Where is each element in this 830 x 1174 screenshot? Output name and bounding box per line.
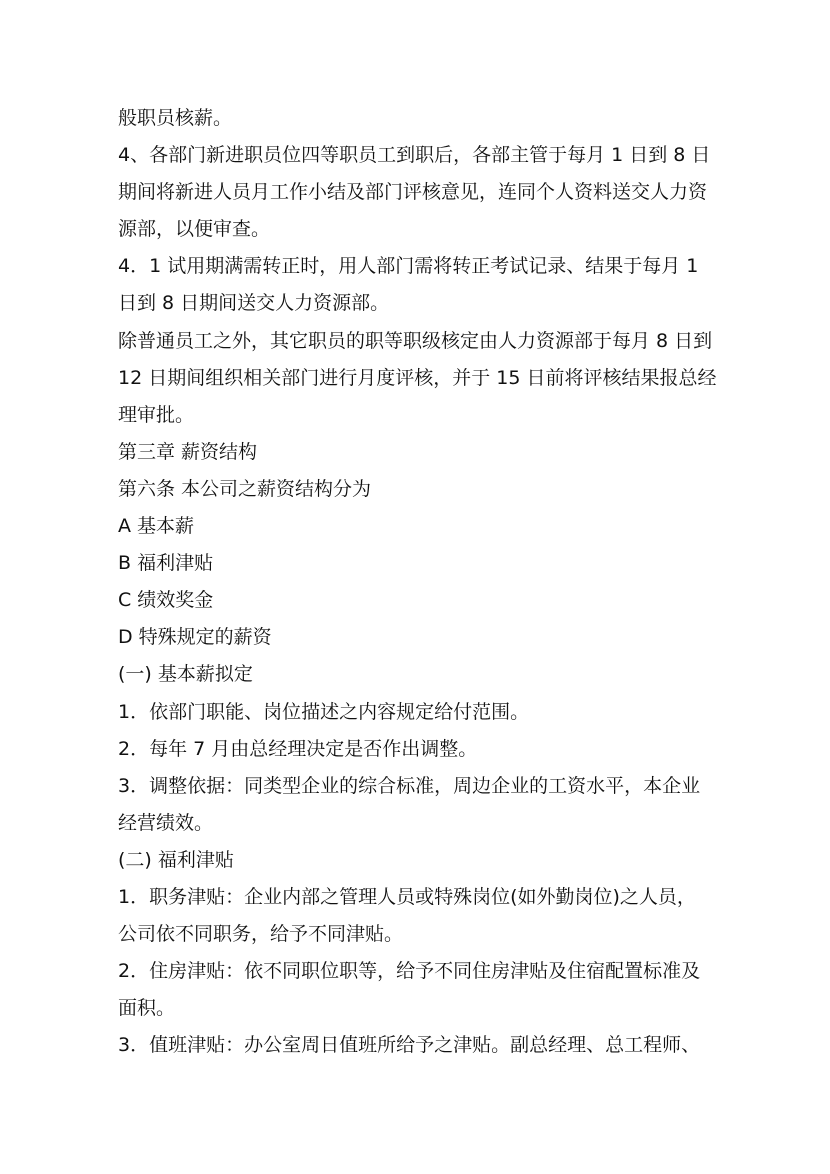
list-item: D 特殊规定的薪资 — [118, 626, 272, 649]
text-line: 除普通员工之外，其它职员的职等职级核定由人力资源部于每月 8 日到 — [118, 329, 713, 352]
text-line: 面积。 — [118, 997, 176, 1020]
list-item: A 基本薪 — [118, 515, 195, 538]
text-line: 日到 8 日期间送交人力资源部。 — [118, 292, 390, 315]
text-line: 理审批。 — [118, 403, 195, 426]
document-body — [118, 100, 722, 1064]
text-line: 般职员核薪。 — [118, 107, 233, 129]
list-item: 3．调整依据：同类型企业的综合标准，周边企业的工资水平，本企业 — [118, 774, 701, 797]
text-line: 期间将新进人员月工作小结及部门评核意见，连同个人资料送交人力资 — [118, 181, 708, 204]
chapter-heading: 第三章 薪资结构 — [118, 440, 258, 463]
list-item: 3．值班津贴：办公室周日值班所给予之津贴。副总经理、总工程师、 — [118, 1034, 701, 1057]
list-item: B 福利津贴 — [118, 552, 214, 575]
section-heading: (一) 基本薪拟定 — [118, 663, 253, 686]
text-line: 4．1 试用期满需转正时，用人部门需将转正考试记录、结果于每月 1 — [118, 255, 699, 278]
text-line: 经营绩效。 — [118, 811, 214, 834]
list-item: 2．每年 7 月由总经理决定是否作出调整。 — [118, 737, 478, 760]
text-line: 12 日期间组织相关部门进行月度评核，并于 15 日前将评核结果报总经 — [118, 366, 717, 389]
text-line: 源部，以便审查。 — [118, 218, 271, 241]
section-heading: (二) 福利津贴 — [118, 848, 234, 871]
text-line: 4、各部门新进职员位四等职员工到职后，各部主管于每月 1 日到 8 日 — [118, 144, 711, 167]
list-item: 2．住房津贴：依不同职位职等，给予不同住房津贴及住宿配置标准及 — [118, 960, 701, 983]
article-heading: 第六条 本公司之薪资结构分为 — [118, 477, 372, 500]
list-item: 1．依部门职能、岗位描述之内容规定给付范围。 — [118, 700, 530, 723]
text-line: 公司依不同职务，给予不同津贴。 — [118, 923, 404, 946]
list-item: C 绩效奖金 — [118, 589, 214, 612]
list-item: 1．职务津贴：企业内部之管理人员或特殊岗位(如外勤岗位)之人员， — [118, 885, 696, 908]
